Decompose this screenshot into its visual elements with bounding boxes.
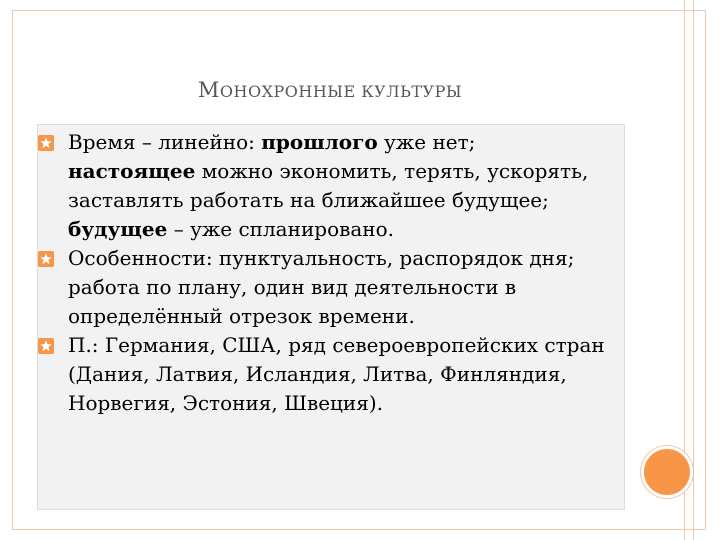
bullet-text: можно экономить, терять, ускорять, заставлять работать на ближайшее будущее;	[68, 159, 589, 212]
star-bullet-icon	[38, 338, 54, 354]
star-bullet-icon	[38, 135, 54, 151]
bullet-text: Время – линейно:	[68, 130, 262, 154]
bullet-item	[38, 128, 608, 244]
slide-title-rest: ОНОХРОННЫЕ КУЛЬТУРЫ	[219, 82, 463, 101]
bullet-text: Особенности: пунктуальность, распорядок дня; работа по плану, один вид деятельности в определённый отрезок времени.	[68, 246, 575, 328]
bullet-emphasis: прошлого	[261, 130, 378, 154]
bullet-emphasis: настоящее	[68, 159, 196, 183]
bullet-list	[38, 128, 608, 418]
bullet-text: П.: Германия, США, ряд североевропейских стран (Дания, Латвия, Исландия, Литва, Финляндия, Норвегия, Эстония, Швеция).	[68, 333, 605, 415]
bullet-text: уже нет;	[377, 130, 476, 154]
star-bullet-icon	[38, 251, 54, 267]
bullet-item	[38, 244, 608, 331]
slide-title-initial: М	[197, 78, 220, 102]
decorative-circle	[641, 446, 693, 498]
bullet-text: – уже спланировано.	[167, 217, 395, 241]
bullet-item	[38, 331, 608, 418]
bullet-emphasis: будущее	[68, 217, 168, 241]
slide-title	[0, 78, 660, 102]
